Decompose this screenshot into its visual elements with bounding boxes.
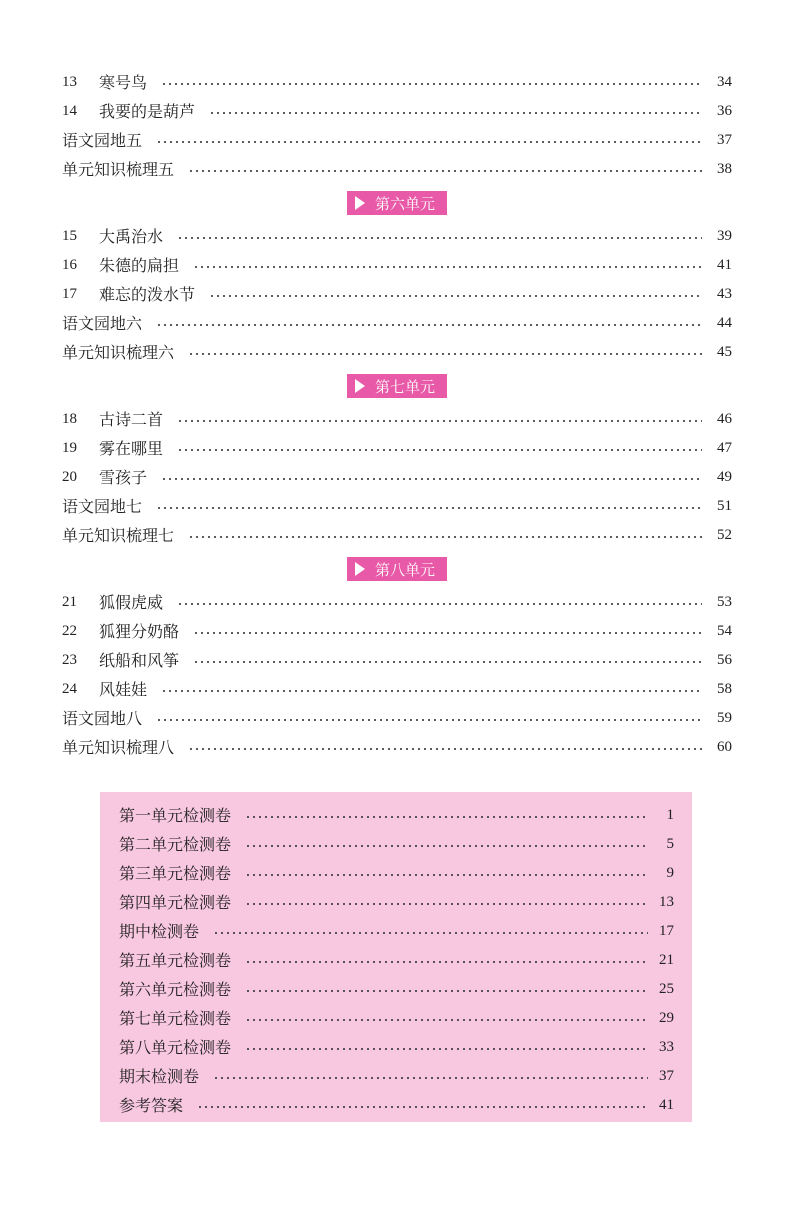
entry-title: 风娃娃: [99, 680, 148, 699]
dot-leader: [161, 83, 702, 85]
dot-leader: [188, 353, 702, 355]
entry-title: 纸船和风筝: [99, 651, 180, 670]
dot-leader: [213, 932, 648, 934]
entry-title: 单元知识梳理五: [62, 160, 175, 179]
toc-entry[interactable]: [62, 463, 732, 492]
test-entry[interactable]: [119, 946, 674, 975]
unit-heading-6: [62, 184, 732, 222]
toc-entry[interactable]: [62, 588, 732, 617]
toc-entry[interactable]: [62, 492, 732, 521]
unit-badge[interactable]: [347, 191, 447, 215]
dot-leader: [193, 266, 702, 268]
entry-title: 第八单元检测卷: [119, 1038, 232, 1057]
unit-badge[interactable]: [347, 374, 447, 398]
dot-leader: [245, 1048, 648, 1050]
dot-leader: [156, 141, 702, 143]
dot-leader: [245, 845, 648, 847]
entry-page-number: 49: [717, 469, 732, 485]
toc-group-unit7: [62, 405, 732, 550]
entry-page-number: 51: [717, 498, 732, 514]
dot-leader: [245, 1019, 648, 1021]
entry-page-number: 13: [659, 894, 674, 910]
entry-number: 21: [62, 594, 77, 610]
test-entry[interactable]: [119, 1091, 674, 1120]
test-entry[interactable]: [119, 801, 674, 830]
entry-title: 期末检测卷: [119, 1067, 200, 1086]
toc-entry[interactable]: [62, 222, 732, 251]
entry-number: 18: [62, 411, 77, 427]
entry-title: 第二单元检测卷: [119, 835, 232, 854]
entry-page-number: 43: [717, 286, 732, 302]
entry-title: 参考答案: [119, 1096, 184, 1115]
entry-page-number: 39: [717, 228, 732, 244]
entry-page-number: 44: [717, 315, 732, 331]
entry-number: 19: [62, 440, 77, 456]
unit-label: 第七单元: [374, 377, 435, 396]
entry-page-number: 33: [659, 1039, 674, 1055]
test-papers-panel: [100, 792, 692, 1122]
entry-title: 语文园地五: [62, 131, 143, 150]
toc-group-unit8: [62, 588, 732, 762]
entry-page-number: 9: [666, 865, 674, 881]
play-triangle-icon: [355, 196, 365, 210]
test-entry[interactable]: [119, 917, 674, 946]
unit-label: 第八单元: [374, 560, 435, 579]
entry-page-number: 47: [717, 440, 732, 456]
toc-entry[interactable]: [62, 280, 732, 309]
entry-title: 难忘的泼水节: [99, 285, 196, 304]
entry-title: 单元知识梳理七: [62, 526, 175, 545]
dot-leader: [197, 1106, 648, 1108]
toc-entry[interactable]: [62, 405, 732, 434]
dot-leader: [188, 748, 702, 750]
test-entry[interactable]: [119, 888, 674, 917]
dot-leader: [188, 170, 702, 172]
dot-leader: [161, 478, 702, 480]
test-entry[interactable]: [119, 975, 674, 1004]
entry-page-number: 17: [659, 923, 674, 939]
entry-title: 朱德的扁担: [99, 256, 180, 275]
entry-title: 第七单元检测卷: [119, 1009, 232, 1028]
entry-title: 第五单元检测卷: [119, 951, 232, 970]
entry-title: 单元知识梳理八: [62, 738, 175, 757]
toc-entry[interactable]: [62, 521, 732, 550]
entry-title: 我要的是葫芦: [99, 102, 196, 121]
dot-leader: [177, 603, 702, 605]
table-of-contents: [62, 68, 732, 762]
dot-leader: [188, 536, 702, 538]
test-entry[interactable]: [119, 859, 674, 888]
entry-page-number: 34: [717, 74, 732, 90]
toc-entry[interactable]: [62, 97, 732, 126]
dot-leader: [245, 816, 648, 818]
play-triangle-icon: [355, 562, 365, 576]
entry-page-number: 46: [717, 411, 732, 427]
unit-heading-7: [62, 367, 732, 405]
entry-number: 15: [62, 228, 77, 244]
unit-label: 第六单元: [374, 194, 435, 213]
toc-entry[interactable]: [62, 675, 732, 704]
dot-leader: [156, 719, 702, 721]
entry-title: 期中检测卷: [119, 922, 200, 941]
toc-entry[interactable]: [62, 68, 732, 97]
entry-page-number: 59: [717, 710, 732, 726]
entry-title: 第四单元检测卷: [119, 893, 232, 912]
entry-number: 22: [62, 623, 77, 639]
unit-heading-8: [62, 550, 732, 588]
toc-entry[interactable]: [62, 434, 732, 463]
entry-page-number: 25: [659, 981, 674, 997]
entry-page-number: 41: [717, 257, 732, 273]
dot-leader: [156, 324, 702, 326]
entry-page-number: 60: [717, 739, 732, 755]
entry-number: 13: [62, 74, 77, 90]
entry-number: 17: [62, 286, 77, 302]
entry-number: 23: [62, 652, 77, 668]
dot-leader: [161, 690, 702, 692]
toc-group-unit5: [62, 68, 732, 184]
entry-number: 16: [62, 257, 77, 273]
dot-leader: [156, 507, 702, 509]
test-entry[interactable]: [119, 830, 674, 859]
play-triangle-icon: [355, 379, 365, 393]
toc-entry[interactable]: [62, 155, 732, 184]
toc-group-unit6: [62, 222, 732, 367]
dot-leader: [245, 874, 648, 876]
entry-page-number: 36: [717, 103, 732, 119]
toc-entry[interactable]: [62, 309, 732, 338]
entry-page-number: 37: [659, 1068, 674, 1084]
entry-title: 第一单元检测卷: [119, 806, 232, 825]
toc-entry[interactable]: [62, 251, 732, 280]
entry-page-number: 38: [717, 161, 732, 177]
dot-leader: [213, 1077, 648, 1079]
entry-title: 古诗二首: [99, 410, 164, 429]
entry-title: 寒号鸟: [99, 73, 148, 92]
dot-leader: [177, 449, 702, 451]
dot-leader: [245, 961, 648, 963]
entry-title: 第三单元检测卷: [119, 864, 232, 883]
dot-leader: [177, 420, 702, 422]
entry-title: 雪孩子: [99, 468, 148, 487]
dot-leader: [209, 112, 702, 114]
entry-title: 狐狸分奶酪: [99, 622, 180, 641]
toc-entry[interactable]: [62, 126, 732, 155]
entry-page-number: 54: [717, 623, 732, 639]
entry-title: 狐假虎威: [99, 593, 164, 612]
entry-title: 语文园地七: [62, 497, 143, 516]
entry-title: 语文园地六: [62, 314, 143, 333]
dot-leader: [193, 661, 702, 663]
entry-page-number: 5: [666, 836, 674, 852]
entry-page-number: 1: [666, 807, 674, 823]
entry-title: 第六单元检测卷: [119, 980, 232, 999]
toc-entry[interactable]: [62, 646, 732, 675]
entry-page-number: 45: [717, 344, 732, 360]
entry-page-number: 29: [659, 1010, 674, 1026]
entry-title: 大禹治水: [99, 227, 164, 246]
entry-page-number: 21: [659, 952, 674, 968]
toc-entry[interactable]: [62, 704, 732, 733]
dot-leader: [193, 632, 702, 634]
test-papers-list: [119, 801, 674, 1120]
entry-number: 20: [62, 469, 77, 485]
toc-entry[interactable]: [62, 733, 732, 762]
entry-title: 单元知识梳理六: [62, 343, 175, 362]
dot-leader: [245, 903, 648, 905]
dot-leader: [245, 990, 648, 992]
entry-page-number: 56: [717, 652, 732, 668]
test-entry[interactable]: [119, 1033, 674, 1062]
entry-number: 24: [62, 681, 77, 697]
entry-page-number: 52: [717, 527, 732, 543]
dot-leader: [209, 295, 702, 297]
entry-title: 雾在哪里: [99, 439, 164, 458]
toc-entry[interactable]: [62, 617, 732, 646]
entry-page-number: 41: [659, 1097, 674, 1113]
entry-page-number: 37: [717, 132, 732, 148]
test-entry[interactable]: [119, 1062, 674, 1091]
entry-page-number: 58: [717, 681, 732, 697]
dot-leader: [177, 237, 702, 239]
unit-badge[interactable]: [347, 557, 447, 581]
entry-number: 14: [62, 103, 77, 119]
entry-page-number: 53: [717, 594, 732, 610]
entry-title: 语文园地八: [62, 709, 143, 728]
toc-entry[interactable]: [62, 338, 732, 367]
test-entry[interactable]: [119, 1004, 674, 1033]
